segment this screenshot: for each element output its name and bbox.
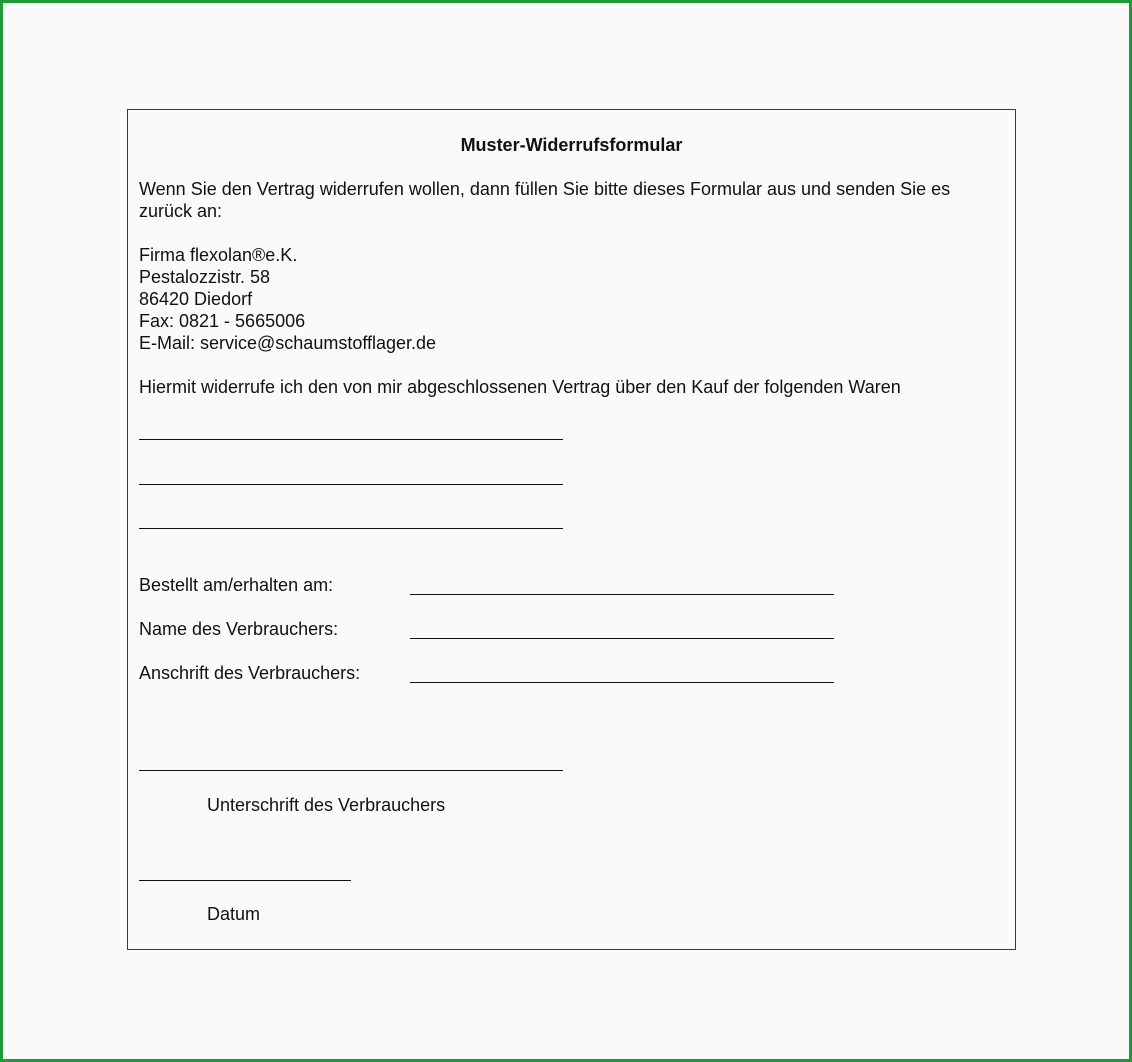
- ordered-date-label: Bestellt am/erhalten am:: [139, 575, 334, 595]
- consumer-name-line[interactable]: [410, 638, 834, 639]
- address-company: Firma flexolan®e.K.: [139, 245, 298, 265]
- declaration-text: Hiermit widerrufe ich den von mir abgeschlossenen Vertrag über den Kauf der folgenden Waren: [139, 377, 901, 397]
- consumer-address-label: Anschrift des Verbrauchers:: [139, 663, 361, 683]
- goods-line-1[interactable]: [139, 439, 563, 440]
- address-city: 86420 Diedorf: [139, 289, 253, 309]
- ordered-date-line[interactable]: [410, 594, 834, 595]
- consumer-address-line[interactable]: [410, 682, 834, 683]
- signature-label: Unterschrift des Verbrauchers: [207, 795, 446, 815]
- goods-line-3[interactable]: [139, 528, 563, 529]
- withdrawal-form-document: [127, 109, 1016, 950]
- address-email: E-Mail: service@schaumstofflager.de: [139, 333, 437, 353]
- intro-text: Wenn Sie den Vertrag widerrufen wollen, dann füllen Sie bitte dieses Formular aus und senden Sie es zurück an:: [139, 179, 951, 221]
- date-line[interactable]: [139, 880, 351, 881]
- date-label: Datum: [207, 904, 261, 924]
- form-title: Muster-Widerrufsformular: [460, 135, 683, 155]
- address-fax: Fax: 0821 - 5665006: [139, 311, 306, 331]
- goods-line-2[interactable]: [139, 484, 563, 485]
- signature-line[interactable]: [139, 770, 563, 771]
- consumer-name-label: Name des Verbrauchers:: [139, 619, 339, 639]
- address-street: Pestalozzistr. 58: [139, 267, 271, 287]
